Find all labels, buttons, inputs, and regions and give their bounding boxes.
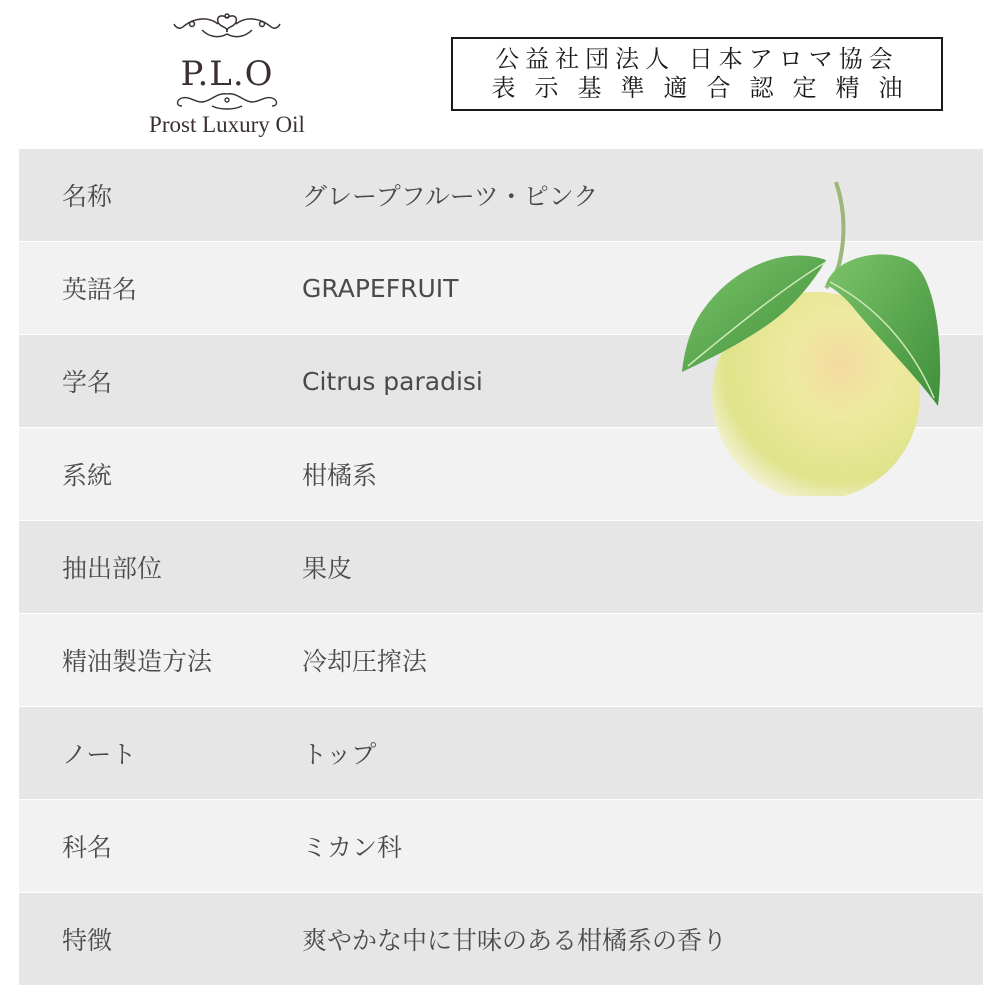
- row-label: 系統: [62, 461, 113, 490]
- row-label: 科名: [62, 833, 113, 862]
- row-value: ミカン科: [302, 833, 403, 862]
- flourish-ornament-icon: [172, 90, 282, 112]
- logo-brand-name: Prost Luxury Oil: [149, 112, 305, 137]
- row-label: 英語名: [62, 275, 138, 304]
- logo-abbreviation: P.L.O: [180, 54, 274, 94]
- row-label: 特徴: [62, 926, 113, 955]
- row-value: 柑橘系: [302, 461, 378, 490]
- row-label: 抽出部位: [62, 554, 163, 583]
- row-value: 爽やかな中に甘味のある柑橘系の香り: [302, 926, 728, 955]
- row-label: 学名: [62, 368, 113, 397]
- certification-label: 表示基準適合認定精油: [491, 74, 922, 102]
- table-row: [19, 707, 983, 800]
- row-value: Citrus paradisi: [302, 366, 483, 396]
- table-row: [19, 893, 983, 986]
- certification-box: [451, 37, 943, 111]
- brand-logo: [118, 12, 336, 142]
- row-label: ノート: [62, 740, 137, 769]
- table-row: [19, 800, 983, 893]
- row-value: トップ: [302, 740, 377, 769]
- row-value: 果皮: [302, 554, 353, 583]
- row-value: グレープフルーツ・ピンク: [302, 182, 599, 211]
- row-label: 名称: [62, 182, 113, 211]
- grapefruit-illustration: [676, 176, 956, 496]
- row-value: 冷却圧搾法: [302, 647, 428, 676]
- crown-ornament-icon: [172, 12, 282, 46]
- certification-org: 公益社団法人 日本アロマ協会: [495, 45, 899, 73]
- row-label: 精油製造方法: [62, 647, 213, 676]
- row-value: GRAPEFRUIT: [302, 273, 459, 303]
- table-row: [19, 614, 983, 707]
- table-row: [19, 521, 983, 614]
